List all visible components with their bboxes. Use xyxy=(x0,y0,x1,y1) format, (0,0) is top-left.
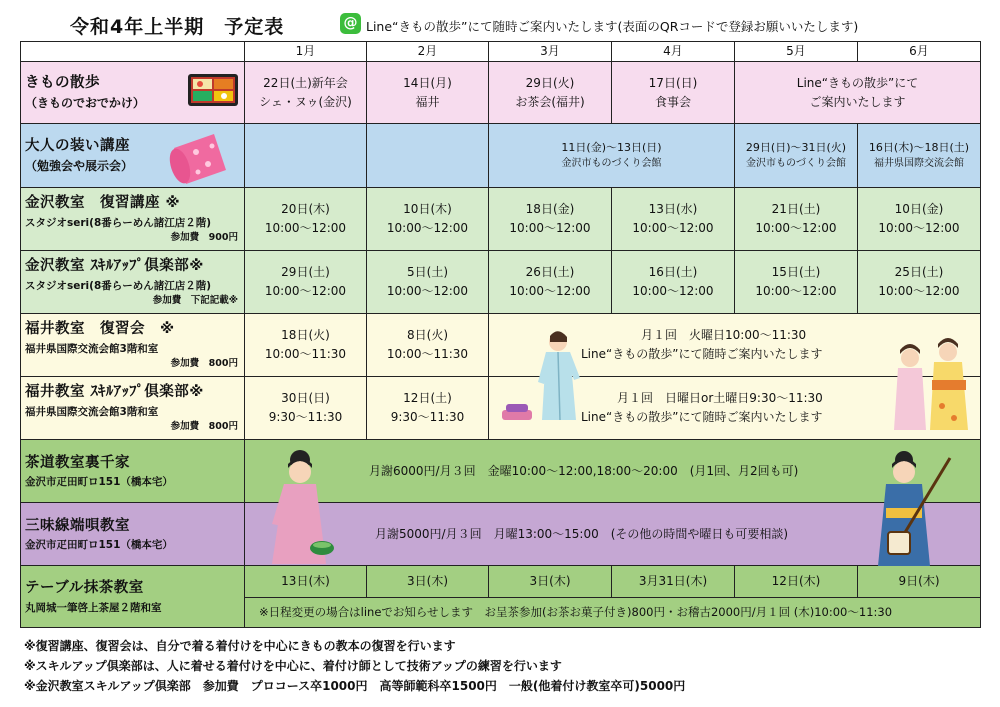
row-header xyxy=(21,377,245,440)
cell-date: 26日(土) xyxy=(525,265,575,280)
schedule-cell: 9日(木) xyxy=(858,566,981,598)
row-fee: 参加費 下記記載※ xyxy=(152,295,238,306)
cell-time: 10:00～12:00 xyxy=(386,221,469,235)
row-subtitle: 福井県国際交流会館3階和室 xyxy=(25,342,159,355)
cell-date: 10日(木) xyxy=(403,202,452,217)
cell-date: 20日(木) xyxy=(281,202,330,217)
row-title: 福井教室 復習会 ※ xyxy=(25,321,175,338)
row-title: 福井教室 ｽｷﾙｱｯﾌﾟ倶楽部※ xyxy=(25,384,204,401)
row-otona xyxy=(21,124,981,188)
cell-date: 14日(月) xyxy=(403,75,452,90)
cell-detail: Line“きもの散歩”にて随時ご案内いたします xyxy=(581,410,823,424)
schedule-cell xyxy=(245,62,367,124)
schedule-cell xyxy=(735,251,858,314)
schedule-cell xyxy=(735,124,858,188)
row-subtitle: 金沢市疋田町ロ151（橋本宅） xyxy=(25,539,173,552)
schedule-cell-empty xyxy=(245,124,367,188)
cell-detail: 福井 xyxy=(415,94,440,109)
schedule-cell xyxy=(367,251,489,314)
schedule-cell: 3日(木) xyxy=(489,566,612,598)
row-header xyxy=(21,566,245,628)
row-subtitle: スタジオseri(8番らーめん諸江店２階) xyxy=(25,216,212,229)
schedule-cell-empty xyxy=(367,124,489,188)
schedule-cell xyxy=(858,251,981,314)
schedule-cell: 12日(木) xyxy=(735,566,858,598)
cell-time: 9:30～11:30 xyxy=(268,410,343,424)
row-fukui-fukushu xyxy=(21,314,981,377)
cell-detail: シェ・ヌゥ(金沢) xyxy=(259,94,352,109)
cell-time: 10:00～12:00 xyxy=(878,221,960,235)
cell-date: 18日(火) xyxy=(281,328,330,343)
cell-date: 17日(日) xyxy=(648,75,698,90)
schedule-cell xyxy=(489,62,612,124)
schedule-cell xyxy=(612,188,735,251)
row-subtitle: （きものでおでかけ） xyxy=(25,96,145,111)
schedule-cell xyxy=(245,188,367,251)
schedule-cell xyxy=(489,188,612,251)
schedule-table xyxy=(20,41,981,628)
schedule-cell xyxy=(245,314,367,377)
row-title: テーブル抹茶教室 xyxy=(25,580,144,597)
cell-time: 10:00～12:00 xyxy=(878,284,960,298)
footnote: ※復習講座、復習会は、自分で着る着付けを中心にきもの教本の復習を行います xyxy=(24,639,456,653)
cell-venue: 福井県国際交流会館 xyxy=(874,158,964,170)
page-title: 令和4年上半期 予定表 xyxy=(70,16,285,38)
schedule-cell xyxy=(367,62,489,124)
schedule-cell xyxy=(489,124,735,188)
cell-detail: Line“きもの散歩”にて xyxy=(796,75,919,90)
schedule-cell-span xyxy=(489,314,981,377)
cell-detail: 食事会 xyxy=(654,94,691,109)
cell-date: 18日(金) xyxy=(525,202,575,217)
schedule-cell xyxy=(858,188,981,251)
schedule-cell xyxy=(612,62,735,124)
line-app-icon: @ xyxy=(340,13,361,34)
cell-date: 15日(土) xyxy=(771,265,821,280)
cell-time: 10:00～11:30 xyxy=(386,347,469,361)
row-kimono-sanpo xyxy=(21,62,981,124)
cell-venue: 金沢市ものづくり会館 xyxy=(746,158,846,170)
month-header: 4月 xyxy=(612,42,735,62)
footnote: ※金沢教室スキルアップ倶楽部 参加費 プロコース卒1000円 高等師範科卒1500円 一般(他着付け教室卒可)5000円 xyxy=(24,679,686,693)
cell-date: 13日(水) xyxy=(648,202,698,217)
cell-detail: お茶会(福井) xyxy=(515,94,585,109)
cell-time: 10:00～12:00 xyxy=(755,284,837,298)
corner-cell xyxy=(21,42,245,62)
cell-detail: 月１回 火曜日10:00～11:30 xyxy=(641,328,807,343)
row-subtitle: 金沢市疋田町ロ151（橋本宅） xyxy=(25,476,173,489)
schedule-cell xyxy=(735,62,981,124)
month-header-row xyxy=(21,42,981,62)
cell-date: 12日(土) xyxy=(403,391,452,406)
schedule-cell xyxy=(858,124,981,188)
row-title: 三味線端唄教室 xyxy=(25,517,130,534)
cell-detail: 月１回 日曜日or土曜日9:30～11:30 xyxy=(617,391,823,406)
row-header xyxy=(21,503,245,566)
row-kanazawa-fukushu xyxy=(21,188,981,251)
schedule-cell-span xyxy=(245,503,981,566)
cell-date: 10日(金) xyxy=(894,202,944,217)
cell-date: 30日(日) xyxy=(281,391,330,406)
cell-time: 9:30～11:30 xyxy=(390,410,465,424)
cell-time: 10:00～11:30 xyxy=(264,347,347,361)
row-title: 金沢教室 復習講座 ※ xyxy=(25,195,181,212)
schedule-cell-span xyxy=(245,598,981,628)
row-header xyxy=(21,124,245,188)
cell-date: 16日(木)～18日(土) xyxy=(868,141,970,155)
row-sado xyxy=(21,440,981,503)
row-header xyxy=(21,314,245,377)
cell-date: 25日(土) xyxy=(894,265,944,280)
cell-time: 10:00～12:00 xyxy=(386,284,469,298)
cell-venue: 金沢市ものづくり会館 xyxy=(561,158,662,170)
cell-time: 10:00～12:00 xyxy=(509,284,591,298)
cell-time: 10:00～12:00 xyxy=(755,221,837,235)
row-fee: 参加費 900円 xyxy=(170,232,238,243)
cell-detail: 月謝5000円/月３回 月曜13:00～15:00 (その他の時間や曜日も可要相談) xyxy=(375,526,789,541)
schedule-cell xyxy=(367,188,489,251)
cell-time: 10:00～12:00 xyxy=(509,221,591,235)
cell-detail: Line“きもの散歩”にて随時ご案内いたします xyxy=(581,347,823,361)
cell-time: 10:00～12:00 xyxy=(264,284,347,298)
cell-date: 11日(金)～13日(日) xyxy=(561,141,662,155)
row-subtitle: （勉強会や展示会） xyxy=(25,159,134,174)
row-title: きもの散歩 xyxy=(25,74,100,91)
header xyxy=(22,8,982,38)
row-header xyxy=(21,440,245,503)
row-title: 茶道教室裏千家 xyxy=(25,454,130,471)
schedule-cell xyxy=(367,314,489,377)
cell-date: 29日(土) xyxy=(281,265,330,280)
schedule-cell xyxy=(367,377,489,440)
footnote: ※スキルアップ倶楽部は、人に着せる着付けを中心に、着付け師として技術アップの練習を行います xyxy=(24,659,562,673)
row-fee: 参加費 800円 xyxy=(170,358,238,369)
row-title: 大人の装い講座 xyxy=(25,137,130,154)
cell-date: 5日(土) xyxy=(407,265,448,280)
row-table-matcha xyxy=(21,566,981,598)
schedule-cell xyxy=(489,251,612,314)
schedule-cell: 3月31日(木) xyxy=(612,566,735,598)
cell-detail: ご案内いたします xyxy=(809,94,906,109)
schedule-cell-span xyxy=(245,440,981,503)
month-header: 6月 xyxy=(858,42,981,62)
row-header xyxy=(21,188,245,251)
footnotes xyxy=(24,636,685,696)
row-fukui-skill xyxy=(21,377,981,440)
cell-time: 10:00～12:00 xyxy=(632,221,714,235)
row-kanazawa-skill xyxy=(21,251,981,314)
schedule-cell: 13日(木) xyxy=(245,566,367,598)
row-subtitle: 丸岡城一筆啓上茶屋２階和室 xyxy=(25,601,162,614)
cell-time: 10:00～12:00 xyxy=(264,221,347,235)
schedule-cell xyxy=(245,377,367,440)
cell-detail: ※日程変更の場合はlineでお知らせします お呈茶参加(お茶お菓子付き)800円・お稽古2000円/月１回 (木)10:00～11:30 xyxy=(259,604,893,619)
cell-date: 21日(土) xyxy=(771,202,821,217)
month-header: 1月 xyxy=(245,42,367,62)
cell-date: 29日(日)～31日(火) xyxy=(745,141,847,155)
schedule-cell xyxy=(612,251,735,314)
row-shamisen xyxy=(21,503,981,566)
row-header xyxy=(21,62,245,124)
row-subtitle: スタジオseri(8番らーめん諸江店２階) xyxy=(25,279,212,292)
cell-date: 8日(火) xyxy=(407,328,448,343)
schedule-cell: 3日(木) xyxy=(367,566,489,598)
cell-date: 16日(土) xyxy=(648,265,698,280)
row-header xyxy=(21,251,245,314)
line-notice: Line“きもの散歩”にて随時ご案内いたします(表面のQRコードで登録お願いいたします) xyxy=(366,19,859,34)
cell-detail: 月謝6000円/月３回 金曜10:00～12:00,18:00～20:00 (月1回、月2回も可) xyxy=(369,463,799,478)
cell-date: 29日(火) xyxy=(525,75,575,90)
month-header: 3月 xyxy=(489,42,612,62)
cell-date: 22日(土)新年会 xyxy=(263,75,348,90)
month-header: 5月 xyxy=(735,42,858,62)
schedule-cell xyxy=(735,188,858,251)
row-fee: 参加費 800円 xyxy=(170,421,238,432)
row-subtitle: 福井県国際交流会館3階和室 xyxy=(25,405,159,418)
schedule-cell-span xyxy=(489,377,981,440)
row-title: 金沢教室 ｽｷﾙｱｯﾌﾟ倶楽部※ xyxy=(25,258,204,275)
month-header: 2月 xyxy=(367,42,489,62)
schedule-cell xyxy=(245,251,367,314)
cell-time: 10:00～12:00 xyxy=(632,284,714,298)
